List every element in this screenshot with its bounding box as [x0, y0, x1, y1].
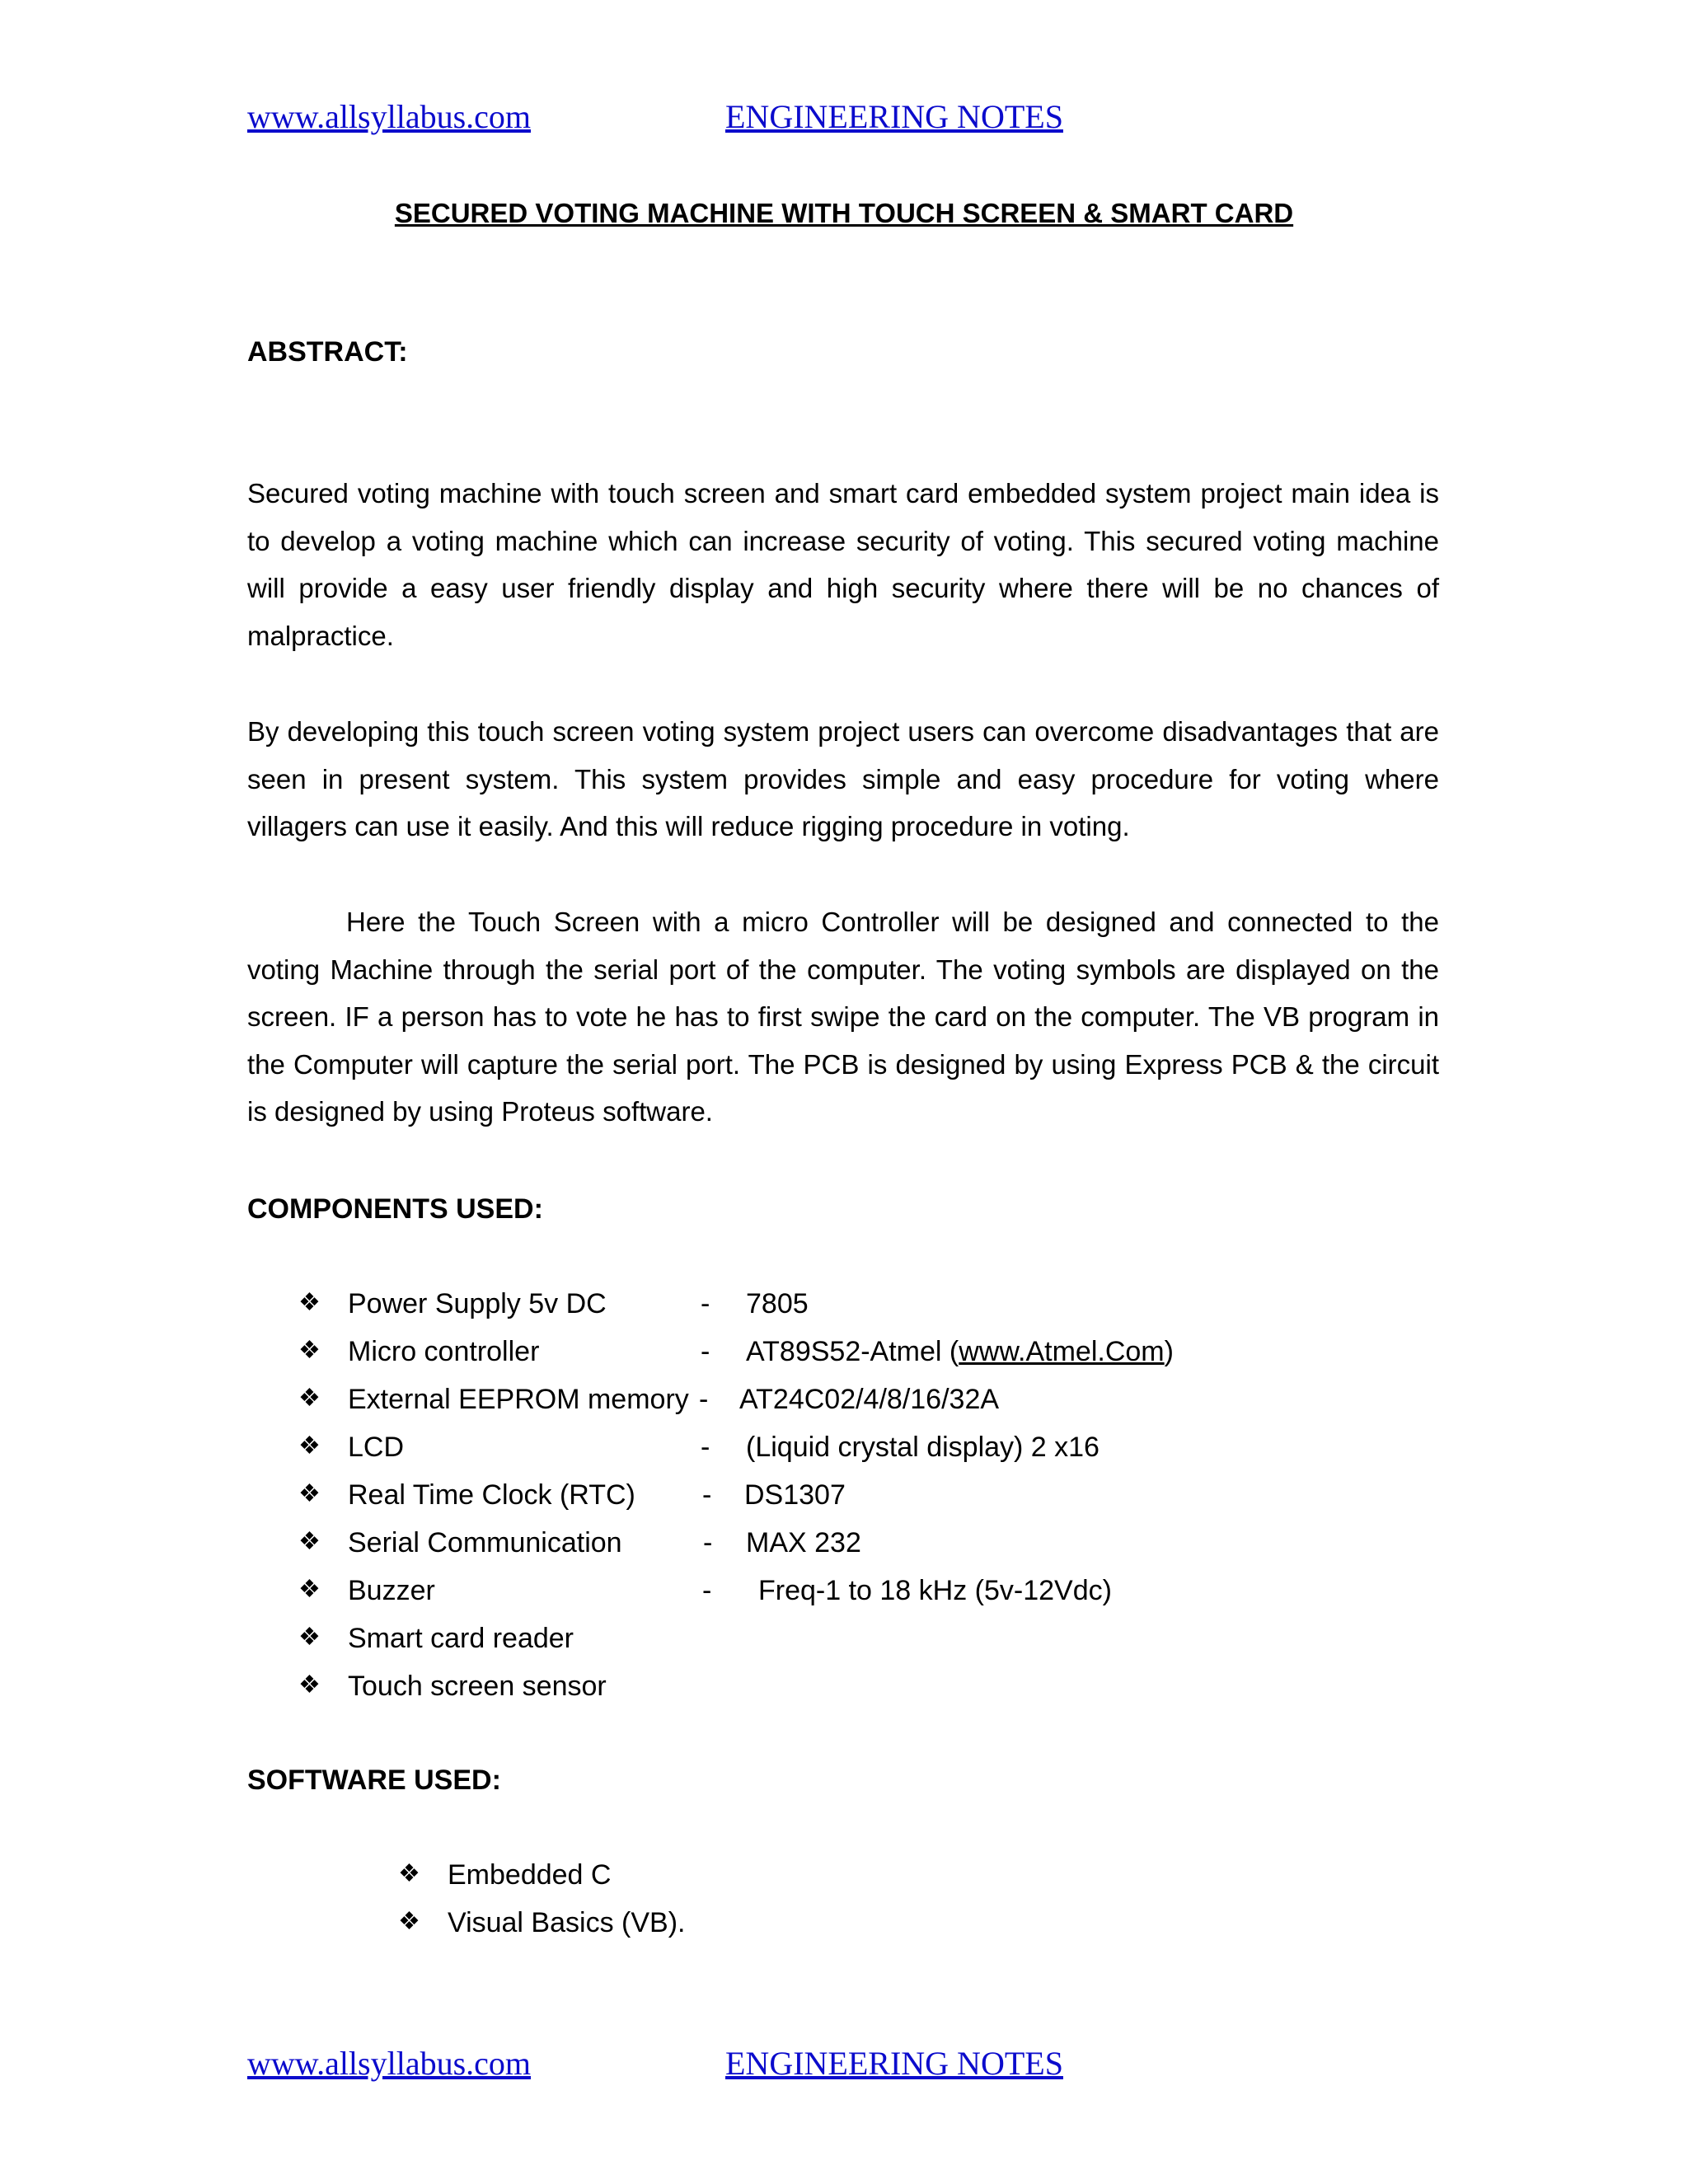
abstract-paragraph-3: Here the Touch Screen with a micro Controller will be designed and connected to the voting Machine through the serial port of the computer. The voting symbols are displayed on the screen. IF a person has to vote he has to first swipe the card on the computer. The VB program in the Computer will capture the serial port. The PCB is designed by using Express PCB & the circuit is designed by using Proteus software. [247, 907, 1439, 1127]
bullet-icon: ❖ [298, 1576, 321, 1603]
component-value: AT24C02/4/8/16/32A [739, 1384, 1000, 1415]
header-notes-link[interactable]: ENGINEERING NOTES [725, 98, 1063, 135]
footer-notes-link[interactable]: ENGINEERING NOTES [725, 2045, 1063, 2082]
bullet-icon: ❖ [298, 1624, 321, 1651]
component-label: Touch screen sensor [348, 1671, 607, 1702]
header-site-link[interactable]: www.allsyllabus.com [247, 98, 532, 135]
components-heading: COMPONENTS USED: [247, 1193, 543, 1225]
component-value: (Liquid crystal display) 2 x16 [746, 1432, 1100, 1463]
bullet-icon: ❖ [298, 1432, 321, 1460]
bullet-icon: ❖ [298, 1289, 321, 1316]
software-label: Embedded C [448, 1859, 612, 1891]
component-dash: - [701, 1432, 710, 1463]
abstract-heading: ABSTRACT: [247, 336, 408, 368]
component-dash: - [699, 1384, 709, 1415]
footer-site-link[interactable]: www.allsyllabus.com [247, 2045, 532, 2082]
software-label: Visual Basics (VB). [448, 1907, 686, 1938]
component-label: Micro controller [348, 1336, 540, 1367]
bullet-icon: ❖ [298, 1337, 321, 1364]
component-value [746, 1336, 1174, 1368]
component-dash: - [701, 1336, 710, 1367]
abstract-paragraph-2: By developing this touch screen voting system project users can overcome disadvantages that are seen in present system. This system provides simple and easy procedure for voting where villagers can use it easily. And this will reduce rigging procedure in voting. [247, 716, 1439, 841]
component-value-prefix: AT89S52-Atmel ( [746, 1336, 959, 1367]
bullet-icon: ❖ [398, 1860, 420, 1887]
bullet-icon: ❖ [298, 1671, 321, 1699]
component-dash: - [703, 1527, 713, 1558]
component-dash: - [702, 1479, 712, 1511]
component-dash: - [702, 1575, 712, 1606]
component-dash: - [701, 1288, 710, 1319]
component-label: External EEPROM memory [348, 1384, 689, 1415]
document-title: SECURED VOTING MACHINE WITH TOUCH SCREEN & SMART CARD [394, 198, 1294, 228]
component-value: 7805 [746, 1288, 809, 1319]
component-value: DS1307 [744, 1479, 846, 1511]
bullet-icon: ❖ [398, 1908, 420, 1935]
component-label: Real Time Clock (RTC) [348, 1479, 635, 1511]
component-label: LCD [348, 1432, 405, 1463]
bullet-icon: ❖ [298, 1385, 321, 1412]
component-label: Smart card reader [348, 1623, 574, 1654]
component-value: MAX 232 [746, 1527, 861, 1558]
component-value-suffix: ) [1164, 1336, 1174, 1367]
component-label: Serial Communication [348, 1527, 622, 1558]
component-value: Freq-1 to 18 kHz (5v-12Vdc) [758, 1575, 1112, 1606]
bullet-icon: ❖ [298, 1480, 321, 1507]
software-heading: SOFTWARE USED: [247, 1765, 501, 1796]
component-label: Buzzer [348, 1575, 435, 1606]
component-label: Power Supply 5v DC [348, 1288, 607, 1319]
abstract-paragraph-1: Secured voting machine with touch screen and smart card embedded system project main idea is to develop a voting machine which can increase security of voting. This secured voting machine will provide a easy user friendly display and high security where there will be no chances of malpractice. [247, 478, 1439, 651]
atmel-link[interactable]: www.Atmel.Com [959, 1336, 1165, 1367]
bullet-icon: ❖ [298, 1528, 321, 1555]
